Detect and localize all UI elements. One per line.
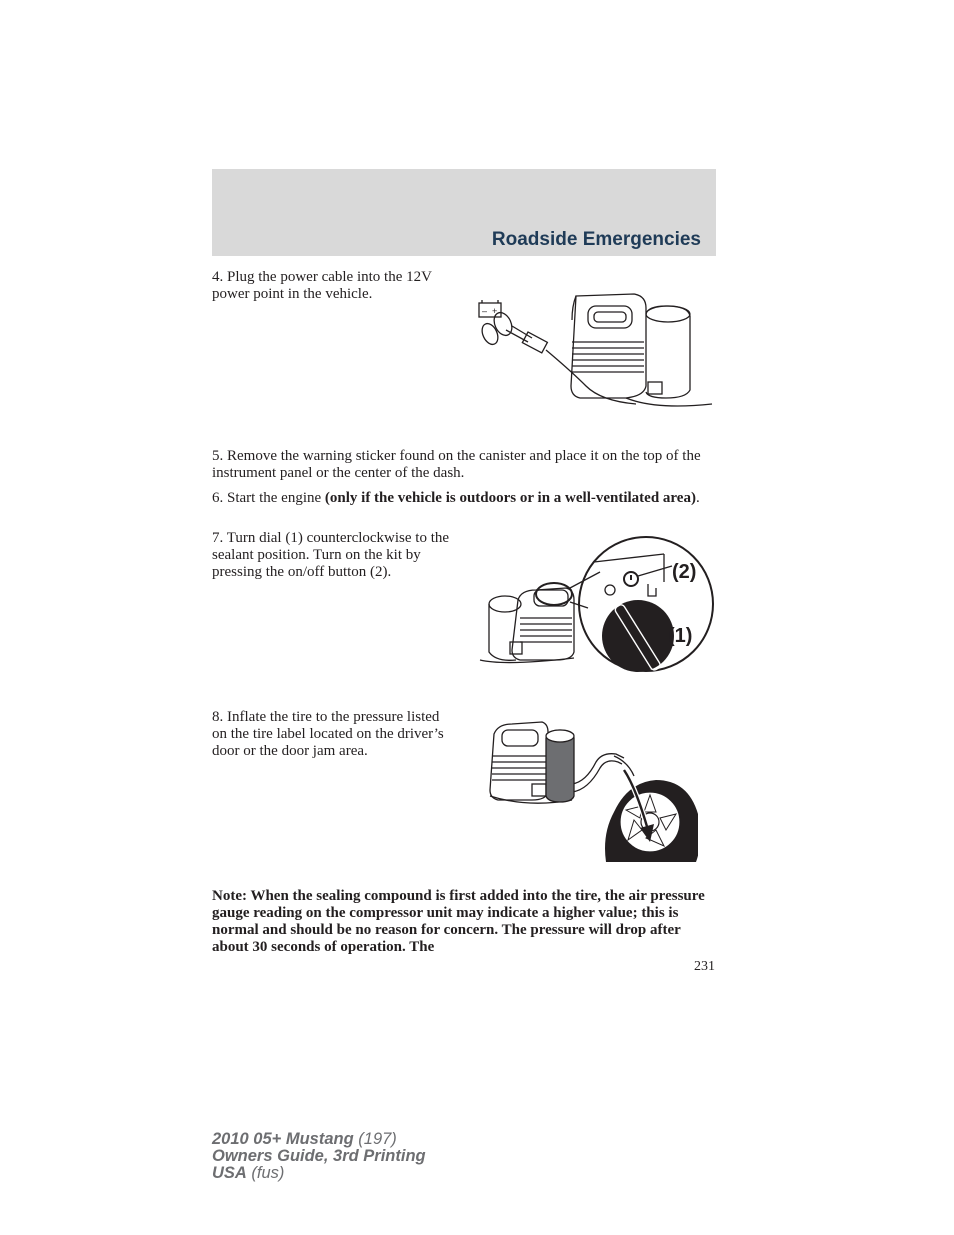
footer-imprint [212, 1131, 426, 1182]
step-4-text: 4. Plug the power cable into the 12V power point in the vehicle. [212, 269, 432, 302]
step-5-text: 5. Remove the warning sticker found on the canister and place it on the top of the instrument panel or the center of the dash. [212, 448, 701, 481]
figure-plug-power-cable [476, 286, 716, 412]
footer-model-code: (197) [353, 1130, 397, 1148]
footer-market-code: (fus) [246, 1164, 285, 1182]
step-6-text [212, 490, 716, 507]
page-number: 231 [694, 959, 715, 974]
note-text [212, 888, 716, 956]
note-body: Note: When the sealing compound is first added into the tire, the air pressure gauge reading on the compressor unit may indicate a higher value; this is normal and should be no reason for concern. The pressure will drop after about 30 seconds of operation. The [212, 888, 705, 955]
fan-icon [605, 585, 615, 595]
canister-icon [648, 584, 656, 596]
section-header-band [212, 169, 716, 256]
step-8-text: 8. Inflate the tire to the pressure listed on the tire label located on the driver’s door or the door jam area. [212, 709, 444, 759]
callout-2-label: (2) [672, 561, 697, 583]
figure-inflate-tire [488, 718, 698, 864]
section-title: Roadside Emergencies [491, 229, 701, 250]
step-6-warning: (only if the vehicle is outdoors or in a well-ventilated area) [324, 490, 696, 506]
step-7-text: 7. Turn dial (1) counterclockwise to the sealant position. Turn on the kit by pressing the on/off button (2). [212, 530, 450, 580]
footer-guide: Owners Guide, 3rd Printing [212, 1147, 426, 1165]
battery-plus-symbol: + [492, 306, 498, 316]
sealant-dial[interactable] [602, 600, 674, 672]
footer-model: 2010 05+ Mustang [212, 1130, 354, 1148]
battery-minus-symbol: – [482, 306, 488, 316]
step-6-prefix: 6. Start the engine [212, 490, 325, 506]
callout-1-label: (1) [668, 625, 693, 647]
figure-dial-and-button [476, 534, 716, 674]
step-6-suffix: . [695, 490, 700, 506]
footer-market: USA [212, 1164, 247, 1182]
